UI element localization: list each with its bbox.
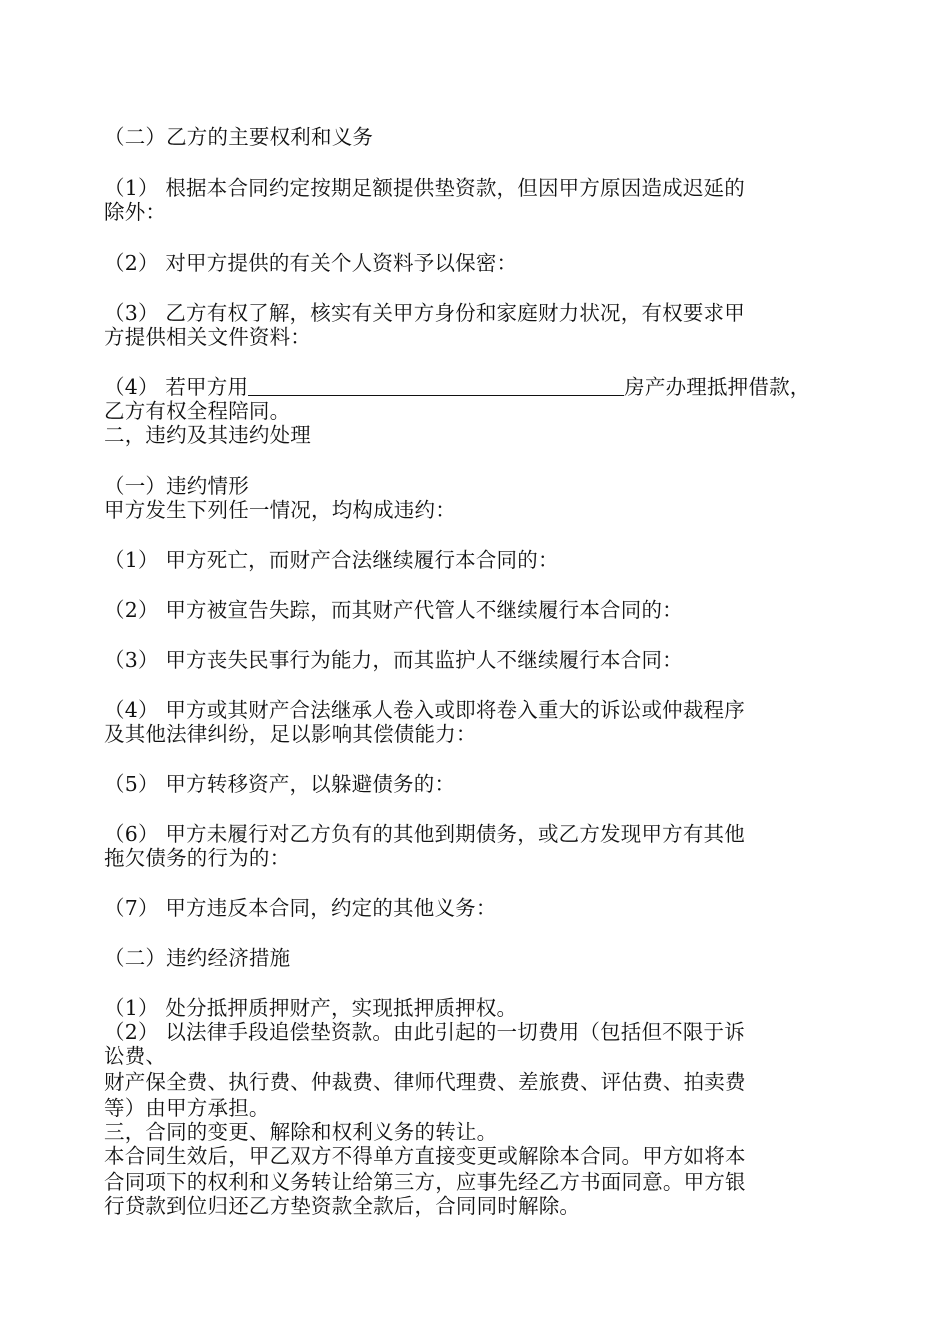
clause-text: 合同项下的权利和义务转让给第三方，应事先经乙方书面同意。甲方银 — [104, 1170, 746, 1194]
subsection-heading: （一）违约情形 — [104, 474, 249, 498]
clause-text: （2） 对甲方提供的有关个人资料予以保密： — [104, 251, 518, 275]
section-heading: （二）乙方的主要权利和义务 — [104, 125, 374, 149]
clause-text: （7） 甲方违反本合同，约定的其他义务： — [104, 896, 497, 920]
clause-text: （4） 甲方或其财产合法继承人卷入或即将卷入重大的诉讼或仲裁程序 — [104, 698, 745, 722]
clause-text: （6） 甲方未履行对乙方负有的其他到期债务，或乙方发现甲方有其他 — [104, 822, 745, 846]
clause-text: （1） 甲方死亡，而财产合法继续履行本合同的： — [104, 548, 559, 572]
clause-text: （4） 若甲方用 — [104, 375, 249, 399]
section-heading: 三，合同的变更、解除和权利义务的转让。 — [104, 1120, 498, 1144]
clause-text: 及其他法律纠纷，足以影响其偿债能力： — [104, 722, 477, 746]
fill-in-blank-line[interactable] — [248, 377, 624, 396]
clause-text: （3） 乙方有权了解，核实有关甲方身份和家庭财力状况，有权要求甲 — [104, 301, 745, 325]
clause-text: 拖欠债务的行为的： — [104, 846, 291, 870]
clause-text: 等）由甲方承担。 — [104, 1096, 270, 1120]
clause-text: 乙方有权全程陪同。 — [104, 399, 291, 423]
clause-text: 甲方发生下列任一情况，均构成违约： — [104, 498, 456, 522]
clause-text: 财产保全费、执行费、仲裁费、律师代理费、差旅费、评估费、拍卖费 — [104, 1070, 746, 1094]
clause-text: （1） 处分抵押质押财产，实现抵押质押权。 — [104, 996, 518, 1020]
clause-with-blank — [104, 375, 810, 399]
clause-text: （5） 甲方转移资产，以躲避债务的： — [104, 772, 456, 796]
clause-text: 本合同生效后，甲乙双方不得单方直接变更或解除本合同。甲方如将本 — [104, 1144, 746, 1168]
clause-text: （1） 根据本合同约定按期足额提供垫资款，但因甲方原因造成迟延的 — [104, 176, 745, 200]
clause-text: 讼费、 — [104, 1044, 167, 1068]
clause-text: 行贷款到位归还乙方垫资款全款后，合同同时解除。 — [104, 1194, 581, 1218]
subsection-heading: （二）违约经济措施 — [104, 946, 291, 970]
clause-text: 除外： — [104, 200, 167, 224]
clause-text: （3） 甲方丧失民事行为能力，而其监护人不继续履行本合同： — [104, 648, 683, 672]
clause-text: 方提供相关文件资料： — [104, 325, 311, 349]
clause-text: 房产办理抵押借款， — [624, 375, 811, 399]
clause-text: （2） 甲方被宣告失踪，而其财产代管人不继续履行本合同的： — [104, 598, 683, 622]
clause-text: （2） 以法律手段追偿垫资款。由此引起的一切费用（包括但不限于诉 — [104, 1020, 745, 1044]
section-heading: 二，违约及其违约处理 — [104, 423, 311, 447]
